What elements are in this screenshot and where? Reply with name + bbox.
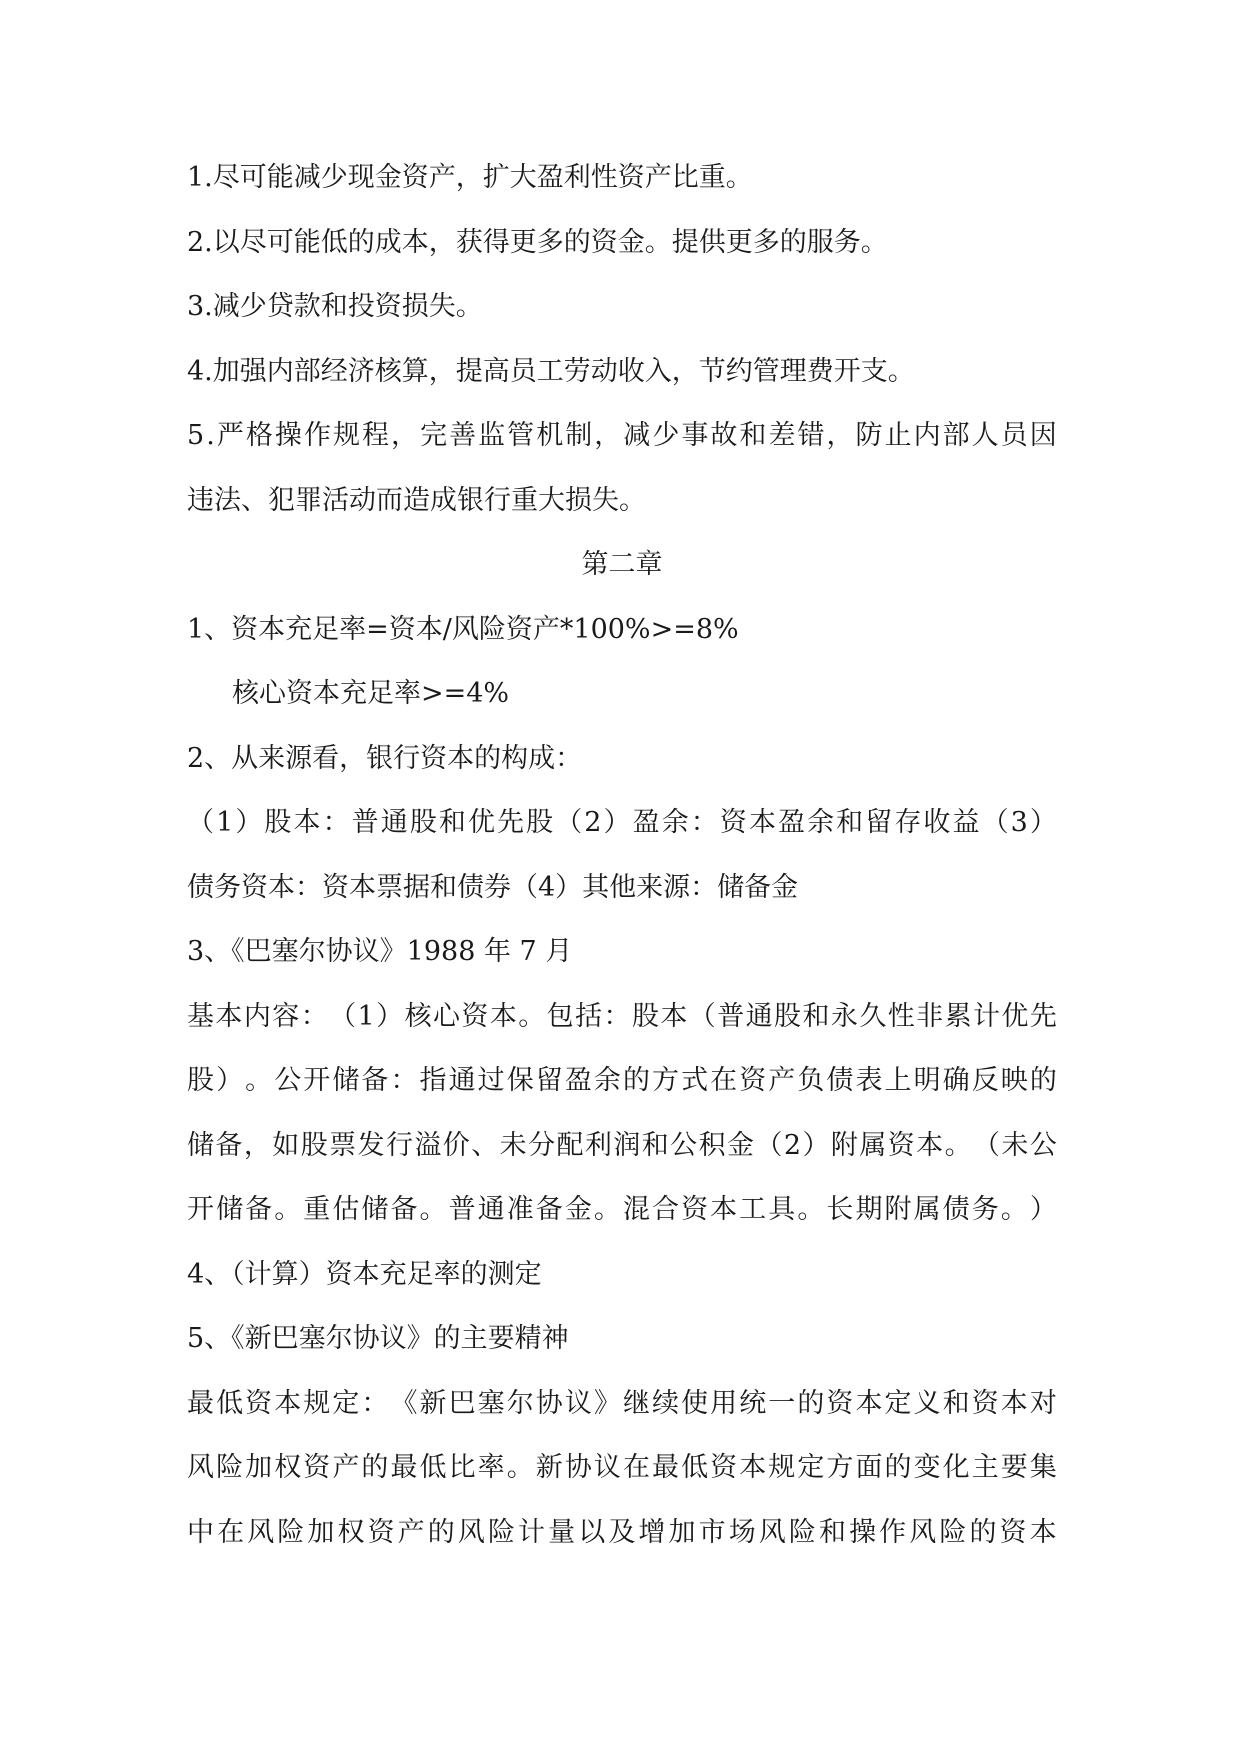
text-char: （ bbox=[981, 807, 1009, 838]
text-char: 场 bbox=[728, 1516, 756, 1548]
text-char: 巴 bbox=[448, 1387, 476, 1419]
text-char: 股 bbox=[409, 807, 437, 838]
text-char: 本 bbox=[1029, 1516, 1057, 1548]
text-char: 的 bbox=[427, 1516, 455, 1548]
text-char: 险 bbox=[487, 1516, 515, 1548]
text-char: 规 bbox=[332, 420, 360, 451]
text-char: 本 bbox=[215, 1000, 243, 1032]
text-char: 。 bbox=[419, 1194, 447, 1225]
text-char: 和 bbox=[438, 807, 466, 838]
text-char: 5 bbox=[187, 420, 205, 451]
text-char: 制 bbox=[565, 420, 593, 451]
text-char: 。 bbox=[593, 1194, 621, 1225]
text-char: 务 bbox=[971, 1194, 999, 1225]
text-char: 1 bbox=[357, 1000, 375, 1032]
text-char: 作 bbox=[879, 1516, 907, 1548]
text-char: 上 bbox=[884, 1065, 912, 1096]
text-char: 险 bbox=[216, 1452, 244, 1483]
text-char: 尔 bbox=[506, 1387, 534, 1419]
text-line bbox=[187, 1061, 1057, 1126]
text-char: 计 bbox=[973, 1000, 1000, 1032]
text-char: 止 bbox=[884, 420, 912, 451]
text-char: 普 bbox=[448, 1194, 476, 1225]
text-char: 新 bbox=[419, 1387, 447, 1419]
text-char: 因 bbox=[1029, 420, 1057, 451]
text-char: 继 bbox=[622, 1387, 650, 1419]
text-char: 和 bbox=[739, 420, 767, 451]
text-char: 混 bbox=[622, 1194, 650, 1225]
text-char: 事 bbox=[681, 420, 709, 451]
text-char: 险 bbox=[788, 1516, 816, 1548]
text-char: ） bbox=[216, 1065, 244, 1096]
text-char: 风 bbox=[909, 1516, 937, 1548]
text-char: 用 bbox=[710, 1387, 738, 1419]
text-char: 、 bbox=[471, 1129, 499, 1161]
text-char: 协 bbox=[564, 1452, 592, 1483]
text-char: 资 bbox=[461, 1000, 489, 1032]
text-char: ： bbox=[322, 807, 350, 838]
text-char: 计 bbox=[518, 1516, 546, 1548]
text-char: 备 bbox=[215, 1129, 243, 1161]
text-char: ） bbox=[376, 1000, 404, 1032]
text-char: ） bbox=[1029, 807, 1057, 838]
text-char: 风 bbox=[457, 1516, 485, 1548]
text-char: 定 bbox=[797, 1452, 825, 1483]
text-char: 严 bbox=[216, 420, 244, 451]
text-char: 利 bbox=[584, 1129, 612, 1161]
text-char: 余 bbox=[661, 807, 689, 838]
text-char: 心 bbox=[432, 1000, 460, 1032]
text-char: 久 bbox=[859, 1000, 887, 1032]
text-char: 资 bbox=[887, 1129, 915, 1161]
text-char: 先 bbox=[497, 807, 525, 838]
text-char: 属 bbox=[913, 1194, 941, 1225]
text-char: 未 bbox=[499, 1129, 527, 1161]
text-char: 低 bbox=[216, 1387, 244, 1419]
text-char: 股 bbox=[526, 807, 554, 838]
text-char: 过 bbox=[477, 1065, 505, 1096]
text-line bbox=[187, 1384, 1057, 1449]
text-char: 及 bbox=[608, 1516, 636, 1548]
text-char: 和 bbox=[836, 807, 864, 838]
text-char: 产 bbox=[397, 1516, 425, 1548]
text-char: 表 bbox=[855, 1065, 883, 1096]
text-line: 核心资本充足率>=4% bbox=[232, 678, 510, 709]
text-char: 备 bbox=[535, 1194, 563, 1225]
text-char: 票 bbox=[329, 1129, 357, 1161]
text-char: 协 bbox=[535, 1387, 563, 1419]
text-line bbox=[187, 1190, 1057, 1255]
text-char: 储 bbox=[187, 1129, 214, 1161]
text-char: 重 bbox=[303, 1194, 331, 1225]
text-char: 储 bbox=[216, 1194, 244, 1225]
text-char: 括 bbox=[575, 1000, 603, 1032]
text-char: 增 bbox=[638, 1516, 666, 1548]
text-char: 对 bbox=[1029, 1387, 1057, 1419]
text-char: 统 bbox=[739, 1387, 767, 1419]
text-char: 在 bbox=[710, 1065, 738, 1096]
text-line: 1、资本充足率=资本/风险资产*100%>=8% bbox=[187, 613, 739, 645]
text-char: 通 bbox=[380, 807, 408, 838]
text-char: 估 bbox=[332, 1194, 360, 1225]
text-char: 期 bbox=[855, 1194, 883, 1225]
text-char: 程 bbox=[362, 420, 389, 451]
text-line: 1.尽可能减少现金资产，扩大盈利性资产比重。 bbox=[187, 162, 753, 193]
text-char: 内 bbox=[913, 420, 941, 451]
text-char: 最 bbox=[187, 1387, 214, 1419]
text-char: 留 bbox=[535, 1065, 563, 1096]
text-char: 股 bbox=[774, 1000, 802, 1032]
text-char: 明 bbox=[913, 1065, 941, 1096]
text-char: 主 bbox=[971, 1452, 999, 1483]
text-char: 股 bbox=[300, 1129, 328, 1161]
text-char: 通 bbox=[745, 1000, 773, 1032]
text-char: 未 bbox=[1001, 1129, 1029, 1161]
text-char: 加 bbox=[245, 1452, 273, 1483]
text-char: 定 bbox=[884, 1387, 912, 1419]
text-char: 债 bbox=[942, 1194, 970, 1225]
text-char: 保 bbox=[506, 1065, 534, 1096]
text-char: 在 bbox=[622, 1452, 650, 1483]
text-line bbox=[187, 1126, 1057, 1191]
text-char: 防 bbox=[855, 420, 883, 451]
text-line: 3、《巴塞尔协议》1988 年 7 月 bbox=[187, 936, 573, 967]
text-char: . bbox=[206, 420, 215, 451]
text-char: ： bbox=[390, 1065, 418, 1096]
text-char: 核 bbox=[404, 1000, 432, 1032]
text-char: （ bbox=[329, 1000, 357, 1032]
text-char: 差 bbox=[768, 420, 796, 451]
text-char: 资 bbox=[245, 1387, 273, 1419]
text-char: 和 bbox=[802, 1000, 830, 1032]
text-char: 。 bbox=[245, 1065, 273, 1096]
text-char: 使 bbox=[681, 1387, 709, 1419]
text-char: 风 bbox=[247, 1516, 275, 1548]
text-char: 开 bbox=[187, 1194, 214, 1225]
text-char: 和 bbox=[818, 1516, 846, 1548]
text-char: 风 bbox=[187, 1452, 214, 1483]
text-char: ， bbox=[243, 1129, 271, 1161]
text-char: 操 bbox=[849, 1516, 877, 1548]
text-char: 资 bbox=[971, 1387, 999, 1419]
text-char: 附 bbox=[830, 1129, 858, 1161]
text-char: 。 bbox=[506, 1452, 534, 1483]
text-char: 余 bbox=[807, 807, 835, 838]
text-char: 属 bbox=[859, 1129, 887, 1161]
text-char: 备 bbox=[245, 1194, 273, 1225]
text-char: 新 bbox=[535, 1452, 563, 1483]
text-char: 非 bbox=[916, 1000, 944, 1032]
text-line: 4.加强内部经济核算，提高员工劳动收入，节约管理费开支。 bbox=[187, 355, 915, 387]
text-char: 和 bbox=[942, 1387, 970, 1419]
text-char: 负 bbox=[797, 1065, 825, 1096]
text-char: 收 bbox=[923, 807, 951, 838]
text-char: 格 bbox=[245, 420, 273, 451]
text-char: 具 bbox=[768, 1194, 796, 1225]
text-char: 资 bbox=[739, 1065, 767, 1096]
text-char: 以 bbox=[578, 1516, 606, 1548]
text-line: 4、（计算）资本充足率的测定 bbox=[187, 1258, 542, 1290]
text-char: 备 bbox=[361, 1065, 389, 1096]
text-char: 少 bbox=[652, 420, 680, 451]
text-char: ： bbox=[603, 1000, 631, 1032]
text-char: 《 bbox=[390, 1387, 418, 1419]
text-char: 基 bbox=[187, 1000, 214, 1032]
text-char: 在 bbox=[217, 1516, 245, 1548]
text-char: 式 bbox=[681, 1065, 709, 1096]
text-char: 。 bbox=[797, 1194, 825, 1225]
text-char: ， bbox=[391, 420, 419, 451]
text-char: 资 bbox=[710, 1452, 738, 1483]
text-char: ） bbox=[603, 807, 631, 838]
text-char: 储 bbox=[332, 1065, 360, 1096]
text-char: 优 bbox=[467, 807, 495, 838]
text-char: 行 bbox=[385, 1129, 413, 1161]
text-char: （ bbox=[688, 1000, 716, 1032]
text-char: 盈 bbox=[778, 807, 806, 838]
text-char: 风 bbox=[758, 1516, 786, 1548]
text-char: 1 bbox=[216, 807, 234, 838]
text-char: 错 bbox=[797, 420, 825, 451]
text-char: 操 bbox=[274, 420, 302, 451]
text-char: 变 bbox=[913, 1452, 941, 1483]
text-line bbox=[187, 1448, 1057, 1513]
text-char: 部 bbox=[942, 420, 970, 451]
text-char: 永 bbox=[830, 1000, 858, 1032]
text-line bbox=[187, 416, 1057, 481]
text-char: 盈 bbox=[632, 807, 660, 838]
text-char: 如 bbox=[272, 1129, 300, 1161]
text-char: 和 bbox=[641, 1129, 669, 1161]
text-char: 权 bbox=[274, 1452, 302, 1483]
text-char: 的 bbox=[797, 1387, 825, 1419]
text-char: 普 bbox=[351, 807, 379, 838]
text-char: 议 bbox=[593, 1452, 621, 1483]
text-char: 合 bbox=[652, 1194, 679, 1225]
text-char: 金 bbox=[564, 1194, 592, 1225]
text-char: ： bbox=[300, 1000, 328, 1032]
text-char: 规 bbox=[303, 1387, 331, 1419]
text-char: 股 bbox=[187, 1065, 214, 1096]
text-char: ， bbox=[826, 420, 854, 451]
text-char: （ bbox=[755, 1129, 783, 1161]
text-char: 普 bbox=[717, 1000, 745, 1032]
text-char: 股 bbox=[631, 1000, 659, 1032]
text-char: 最 bbox=[390, 1452, 418, 1483]
text-char: 长 bbox=[826, 1194, 854, 1225]
text-char: 确 bbox=[942, 1065, 970, 1096]
text-char: 本 bbox=[710, 1194, 738, 1225]
text-char: 险 bbox=[939, 1516, 967, 1548]
text-char: 本 bbox=[660, 1000, 688, 1032]
text-char: 续 bbox=[652, 1387, 679, 1419]
text-line: 5、《新巴塞尔协议》的主要精神 bbox=[187, 1323, 569, 1354]
text-char: （ bbox=[187, 807, 214, 838]
text-char: ） bbox=[1029, 1194, 1057, 1225]
text-char: 包 bbox=[546, 1000, 574, 1032]
text-char: 议 bbox=[564, 1387, 592, 1419]
text-char: 加 bbox=[307, 1516, 335, 1548]
text-char: 价 bbox=[442, 1129, 470, 1161]
text-line: 3.减少贷款和投资损失。 bbox=[187, 291, 483, 322]
text-char: 低 bbox=[419, 1452, 447, 1483]
text-char: 塞 bbox=[477, 1387, 505, 1419]
text-char: 》 bbox=[593, 1387, 621, 1419]
text-char: 一 bbox=[768, 1387, 796, 1419]
text-char: 资 bbox=[681, 1194, 709, 1225]
text-char: ） bbox=[802, 1129, 830, 1161]
text-char: 分 bbox=[528, 1129, 556, 1161]
text-char: 本 bbox=[916, 1129, 944, 1161]
text-line: 违法、犯罪活动而造成银行重大损失。 bbox=[187, 484, 646, 516]
text-char: 。 bbox=[274, 1194, 302, 1225]
text-char: 性 bbox=[887, 1000, 915, 1032]
text-char: 公 bbox=[670, 1129, 698, 1161]
text-char: 盈 bbox=[564, 1065, 592, 1096]
text-char: 映 bbox=[1000, 1065, 1028, 1096]
text-char: 优 bbox=[1001, 1000, 1029, 1032]
text-char: 险 bbox=[277, 1516, 305, 1548]
text-char: 要 bbox=[1000, 1452, 1028, 1483]
text-char: 资 bbox=[999, 1516, 1027, 1548]
text-char: 最 bbox=[652, 1452, 679, 1483]
text-char: 市 bbox=[698, 1516, 726, 1548]
text-char: 集 bbox=[1029, 1452, 1057, 1483]
text-char: 储 bbox=[361, 1194, 389, 1225]
text-char: 本 bbox=[274, 1387, 302, 1419]
text-char: 的 bbox=[969, 1516, 997, 1548]
text-char: 。 bbox=[944, 1129, 972, 1161]
text-char: 资 bbox=[826, 1387, 854, 1419]
text-char: 益 bbox=[952, 807, 980, 838]
text-char: 完 bbox=[420, 420, 448, 451]
text-char: 本 bbox=[1000, 1387, 1028, 1419]
text-char: 减 bbox=[623, 420, 651, 451]
text-char: 工 bbox=[739, 1194, 767, 1225]
text-char: 积 bbox=[698, 1129, 726, 1161]
text-char: 产 bbox=[332, 1452, 360, 1483]
text-char: 公 bbox=[1029, 1129, 1057, 1161]
text-char: 员 bbox=[1000, 420, 1028, 451]
text-char: 本 bbox=[293, 807, 321, 838]
text-char: 规 bbox=[768, 1452, 796, 1483]
text-char: 定 bbox=[332, 1387, 360, 1419]
text-char: 存 bbox=[894, 807, 922, 838]
text-line bbox=[187, 1513, 1057, 1578]
text-char: 比 bbox=[448, 1452, 476, 1483]
text-char: 准 bbox=[506, 1194, 534, 1225]
text-char: 备 bbox=[390, 1194, 418, 1225]
text-char: 本 bbox=[855, 1387, 883, 1419]
text-char: 金 bbox=[727, 1129, 755, 1161]
text-char: 指 bbox=[419, 1065, 447, 1096]
text-char: 股 bbox=[264, 807, 292, 838]
text-char: 通 bbox=[477, 1194, 505, 1225]
text-char: 本 bbox=[489, 1000, 517, 1032]
text-char: 资 bbox=[719, 807, 747, 838]
text-char: 故 bbox=[710, 420, 738, 451]
text-char: ： bbox=[690, 807, 718, 838]
text-char: 2 bbox=[584, 807, 602, 838]
text-char: 方 bbox=[826, 1452, 854, 1483]
text-char: 2 bbox=[783, 1129, 802, 1161]
text-char: 留 bbox=[865, 807, 893, 838]
text-char: 先 bbox=[1029, 1000, 1057, 1032]
text-char: 义 bbox=[913, 1387, 941, 1419]
text-char: 配 bbox=[556, 1129, 584, 1161]
text-char: 善 bbox=[449, 420, 477, 451]
text-char: 管 bbox=[507, 420, 535, 451]
text-char: 润 bbox=[613, 1129, 641, 1161]
text-char: 累 bbox=[944, 1000, 972, 1032]
text-char: 作 bbox=[303, 420, 331, 451]
text-char: ） bbox=[235, 807, 263, 838]
text-line: 2.以尽可能低的成本，获得更多的资金。提供更多的服务。 bbox=[187, 226, 888, 258]
text-char: 的 bbox=[361, 1452, 389, 1483]
text-char: 。 bbox=[518, 1000, 546, 1032]
text-char: 加 bbox=[668, 1516, 696, 1548]
text-char: ： bbox=[361, 1387, 389, 1419]
text-char: 方 bbox=[652, 1065, 679, 1096]
text-char: 量 bbox=[548, 1516, 576, 1548]
text-char: 权 bbox=[337, 1516, 365, 1548]
text-char: 监 bbox=[478, 420, 506, 451]
text-char: 反 bbox=[971, 1065, 999, 1096]
text-char: 资 bbox=[367, 1516, 395, 1548]
text-char: 机 bbox=[536, 420, 564, 451]
text-line bbox=[187, 803, 1057, 868]
text-char: 中 bbox=[187, 1516, 214, 1548]
text-char: 容 bbox=[272, 1000, 300, 1032]
text-line: 债务资本：资本票据和债券（4）其他来源：储备金 bbox=[187, 871, 799, 903]
text-char: 化 bbox=[942, 1452, 970, 1483]
text-line: 2、从来源看，银行资本的构成： bbox=[187, 742, 583, 774]
text-char: 溢 bbox=[414, 1129, 442, 1161]
text-char: 债 bbox=[826, 1065, 854, 1096]
text-char: 本 bbox=[748, 807, 776, 838]
text-char: 面 bbox=[855, 1452, 883, 1483]
text-char: 人 bbox=[971, 420, 999, 451]
text-char: 发 bbox=[357, 1129, 385, 1161]
text-char: 率 bbox=[477, 1452, 505, 1483]
text-char: 的 bbox=[622, 1065, 650, 1096]
text-char: 开 bbox=[303, 1065, 331, 1096]
text-char: （ bbox=[973, 1129, 1000, 1161]
text-char: 公 bbox=[274, 1065, 302, 1096]
text-char: 内 bbox=[243, 1000, 271, 1032]
chapter-heading: 第二章 bbox=[581, 549, 663, 580]
text-char: 低 bbox=[681, 1452, 709, 1483]
text-char: （ bbox=[555, 807, 583, 838]
text-char: 通 bbox=[448, 1065, 476, 1096]
text-char: 余 bbox=[593, 1065, 621, 1096]
text-char: ， bbox=[594, 420, 622, 451]
text-char: 附 bbox=[884, 1194, 912, 1225]
text-char: 产 bbox=[768, 1065, 796, 1096]
document-body bbox=[187, 158, 1057, 1577]
text-char: 3 bbox=[1010, 807, 1028, 838]
text-char: 本 bbox=[739, 1452, 767, 1483]
text-char: 资 bbox=[303, 1452, 331, 1483]
text-char: 的 bbox=[884, 1452, 912, 1483]
text-line bbox=[187, 997, 1057, 1062]
text-char: 。 bbox=[1000, 1194, 1028, 1225]
text-char: 的 bbox=[1029, 1065, 1057, 1096]
